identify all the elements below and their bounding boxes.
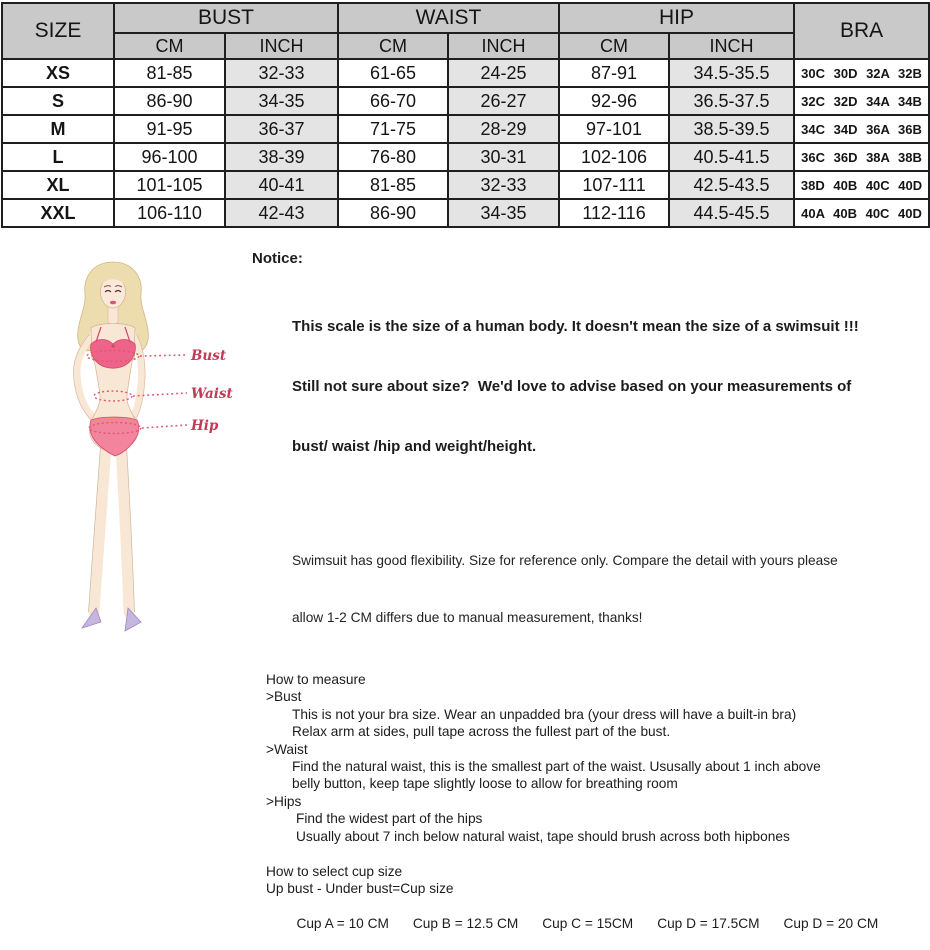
bust-inch-cell: 32-33 [225,59,338,87]
bust-cm-cell: 96-100 [114,143,225,171]
size-cell: M [2,115,114,143]
bust-inch-cell: 42-43 [225,199,338,227]
waist-inch-cell: 28-29 [448,115,559,143]
hip-cm-cell: 102-106 [559,143,669,171]
hip-cm-cell: 107-111 [559,171,669,199]
waist-cm-cell: 81-85 [338,171,448,199]
how-to-measure-block [252,671,924,845]
waist-cm-header: CM [338,33,448,59]
table-row-l [2,143,929,171]
figure-bust-label: Bust [191,348,227,364]
waist-inch-header: INCH [448,33,559,59]
bra-cell: 40A 40B 40C 40D [794,199,929,227]
bust-cm-cell: 91-95 [114,115,225,143]
hip-cm-cell: 87-91 [559,59,669,87]
neck [108,306,118,324]
cup-value: Cup D = 20 CM [783,916,879,932]
waist-cm-cell: 86-90 [338,199,448,227]
hip-group-header: HIP [559,3,794,33]
cup-size-formula: Up bust - Under bust=Cup size [266,881,454,897]
bra-cell: 38D 40B 40C 40D [794,171,929,199]
cup-size-values [266,898,924,950]
notice-bold-line: bust/ waist /hip and weight/height. [292,438,537,455]
woman-figure-drawing [40,256,250,660]
flexibility-line: allow 1-2 CM differs due to manual measurement, thanks! [292,610,643,625]
hip-cm-cell: 112-116 [559,199,669,227]
bra-cell: 34C 34D 36A 36B [794,115,929,143]
table-row-xxl [2,199,929,227]
bra-column-header: BRA [794,3,929,59]
bra-cell: 30C 30D 32A 32B [794,59,929,87]
bust-group-header: BUST [114,3,338,33]
bust-cm-header: CM [114,33,225,59]
waist-inch-cell: 32-33 [448,171,559,199]
table-unit-header-row [2,33,929,59]
waist-inch-cell: 30-31 [448,143,559,171]
size-cell: XXL [2,199,114,227]
bikini-bottom [90,417,139,456]
waist-inch-cell: 26-27 [448,87,559,115]
cup-value: Cup B = 12.5 CM [412,916,519,932]
size-cell: XL [2,171,114,199]
bust-heading: >Bust [266,689,302,705]
waist-inch-cell: 24-25 [448,59,559,87]
waist-cm-cell: 76-80 [338,143,448,171]
bust-instruction: Relax arm at sides, pull tape across the fullest part of the bust. [292,724,671,740]
bust-inch-cell: 36-37 [225,115,338,143]
waist-instruction: belly button, keep tape slightly loose to allow for breathing room [292,776,678,792]
waist-cm-cell: 66-70 [338,87,448,115]
bust-inch-header: INCH [225,33,338,59]
hips-heading: >Hips [266,793,302,809]
cup-value: Cup D = 17.5CM [657,916,760,932]
hips-instruction: Find the widest part of the hips [296,811,483,827]
hip-leader-line [142,425,187,428]
waist-inch-cell: 34-35 [448,199,559,227]
hip-inch-cell: 42.5-43.5 [669,171,794,199]
bust-inch-cell: 38-39 [225,143,338,171]
cup-value: Cup C = 15CM [542,916,634,932]
bust-inch-cell: 34-35 [225,87,338,115]
notice-bold-paragraph [292,277,924,497]
hip-cm-header: CM [559,33,669,59]
how-to-measure-heading: How to measure [266,672,366,687]
measurement-figure-illustration [40,256,250,660]
table-row-s [2,87,929,115]
bust-cm-cell: 101-105 [114,171,225,199]
figure-hip-label: Hip [191,418,219,434]
hips-instruction: Usually about 7 inch below natural waist, tape should brush across both hipbones [296,828,790,844]
notice-section [252,250,924,950]
hip-inch-header: INCH [669,33,794,59]
waist-instruction: Find the natural waist, this is the smallest part of the waist. Ususally about 1 inch above [292,759,821,775]
cup-size-title: How to select cup size [266,864,403,880]
bust-inch-cell: 40-41 [225,171,338,199]
notice-title: Notice: [252,250,303,267]
bust-cm-cell: 81-85 [114,59,225,87]
bra-cell: 32C 32D 34A 34B [794,87,929,115]
size-cell: S [2,87,114,115]
waist-cm-cell: 71-75 [338,115,448,143]
size-cell: XS [2,59,114,87]
notice-bold-line: Still not sure about size? We'd love to advise based on your measurements of [292,378,852,395]
waist-heading: >Waist [266,741,308,757]
flexibility-paragraph [292,513,924,665]
hip-cm-cell: 97-101 [559,115,669,143]
flexibility-line: Swimsuit has good flexibility. Size for reference only. Compare the detail with yours please [292,553,838,568]
bust-cm-cell: 106-110 [114,199,225,227]
table-header-row [2,3,929,33]
cup-size-block [252,863,924,950]
table-row-m [2,115,929,143]
size-column-header: SIZE [2,3,114,59]
table-row-xs [2,59,929,87]
notice-bold-line: This scale is the size of a human body. It doesn't mean the size of a swimsuit !!! [292,318,859,335]
size-cell: L [2,143,114,171]
waist-cm-cell: 61-65 [338,59,448,87]
hip-inch-cell: 34.5-35.5 [669,59,794,87]
figure-waist-label: Waist [191,386,233,402]
hip-inch-cell: 44.5-45.5 [669,199,794,227]
hip-inch-cell: 36.5-37.5 [669,87,794,115]
bust-cm-cell: 86-90 [114,87,225,115]
size-chart-table [1,2,930,228]
bust-instruction: This is not your bra size. Wear an unpadded bra (your dress will have a built-in bra) [292,706,797,722]
waist-group-header: WAIST [338,3,559,33]
hip-inch-cell: 38.5-39.5 [669,115,794,143]
bust-leader-line [140,355,187,356]
bra-cell: 36C 36D 38A 38B [794,143,929,171]
cup-value: Cup A = 10 CM [296,916,389,932]
table-row-xl [2,171,929,199]
hip-inch-cell: 40.5-41.5 [669,143,794,171]
hip-cm-cell: 92-96 [559,87,669,115]
lips [110,301,116,304]
bikini-top-knot [111,344,114,347]
left-leg [94,446,106,612]
